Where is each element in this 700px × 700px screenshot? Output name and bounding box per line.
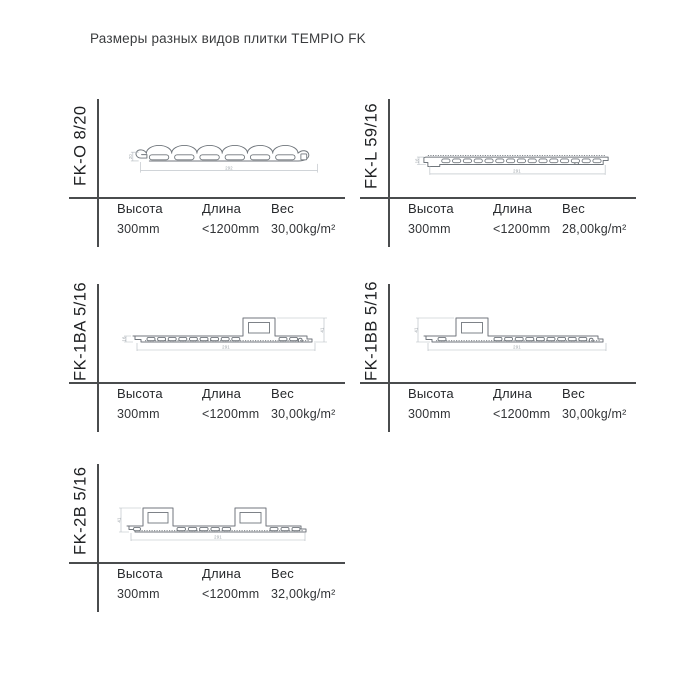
profile-drawing-fk-1bb	[412, 310, 622, 358]
col-header-weight: Вес	[562, 201, 586, 216]
profile-drawing-fk-l	[414, 148, 622, 184]
profile-drawing-fk-1ba	[121, 310, 331, 358]
profile-label-fk-o: FK-O 8/20	[71, 105, 90, 187]
value-height: 300mm	[117, 407, 160, 421]
dim-height-label: 20	[127, 154, 133, 160]
value-height: 300mm	[408, 407, 451, 421]
page-title: Размеры разных видов плитки TEMPIO FK	[90, 31, 366, 46]
label-divider-line	[388, 99, 390, 247]
table-divider-line	[360, 197, 636, 199]
col-header-length: Длина	[493, 386, 533, 401]
col-header-length: Длина	[493, 201, 533, 216]
value-length: <1200mm	[202, 407, 260, 421]
dim-width-label: 292	[225, 165, 233, 171]
value-length: <1200mm	[202, 222, 260, 236]
profile-drawing-fk-2b	[115, 500, 325, 548]
dim-width-label: 291	[222, 344, 230, 350]
value-height: 300mm	[117, 587, 160, 601]
section-fk-2b	[65, 458, 351, 623]
table-divider-line	[360, 382, 636, 384]
value-length: <1200mm	[202, 587, 260, 601]
value-weight: 32,00kg/m²	[271, 587, 336, 601]
col-header-height: Высота	[117, 386, 163, 401]
col-header-height: Высота	[117, 566, 163, 581]
dim-width-label: 291	[214, 534, 222, 540]
value-weight: 30,00kg/m²	[271, 222, 336, 236]
table-divider-line	[69, 562, 345, 564]
value-height: 300mm	[408, 222, 451, 236]
col-header-weight: Вес	[271, 201, 295, 216]
label-divider-line	[97, 464, 99, 612]
col-header-height: Высота	[117, 201, 163, 216]
label-divider-line	[97, 284, 99, 432]
value-weight: 30,00kg/m²	[271, 407, 336, 421]
dim-height-label: 16	[414, 158, 420, 164]
col-header-length: Длина	[202, 201, 242, 216]
label-divider-line	[97, 99, 99, 247]
profile-label-fk-1bb: FK-1BB 5/16	[362, 281, 381, 381]
dim-width-label: 291	[513, 344, 521, 350]
table-divider-line	[69, 197, 345, 199]
section-fk-1ba	[65, 278, 351, 443]
section-fk-o	[65, 93, 351, 258]
value-length: <1200mm	[493, 222, 551, 236]
section-fk-1bb	[356, 278, 642, 443]
value-length: <1200mm	[493, 407, 551, 421]
table-divider-line	[69, 382, 345, 384]
dim-height-label: 16	[121, 336, 127, 342]
label-divider-line	[388, 284, 390, 432]
profile-label-fk-1ba: FK-1BA 5/16	[71, 281, 90, 381]
profile-label-fk-2b: FK-2B 5/16	[71, 466, 90, 556]
col-header-length: Длина	[202, 386, 242, 401]
col-header-length: Длина	[202, 566, 242, 581]
profile-drawing-fk-o	[127, 140, 331, 180]
dim-box-height-label: 41	[116, 517, 122, 523]
dim-box-height-label: 41	[319, 327, 325, 333]
value-height: 300mm	[117, 222, 160, 236]
dim-box-height-label: 41	[413, 327, 419, 333]
section-fk-l	[356, 93, 642, 258]
col-header-weight: Вес	[271, 566, 295, 581]
col-header-weight: Вес	[562, 386, 586, 401]
value-weight: 28,00kg/m²	[562, 222, 627, 236]
dim-width-label: 291	[513, 168, 521, 174]
value-weight: 30,00kg/m²	[562, 407, 627, 421]
col-header-height: Высота	[408, 201, 454, 216]
col-header-weight: Вес	[271, 386, 295, 401]
col-header-height: Высота	[408, 386, 454, 401]
profile-label-fk-l: FK-L 59/16	[362, 102, 381, 190]
